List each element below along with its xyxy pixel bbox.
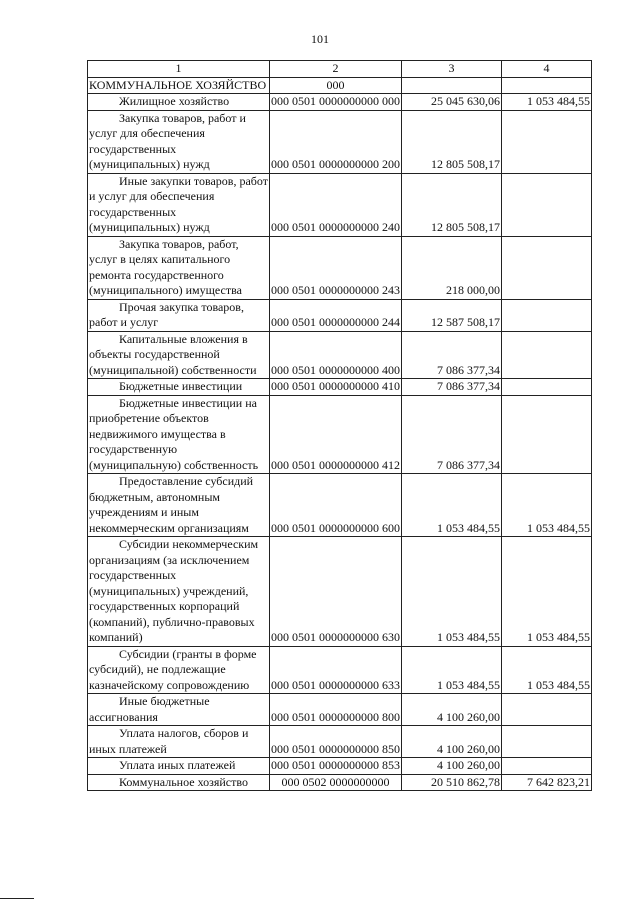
row-name-cell: Коммунальное хозяйство bbox=[88, 774, 270, 791]
table-header bbox=[88, 61, 592, 78]
row-amount-col4-cell: 1 053 484,55 bbox=[502, 474, 592, 537]
header-row bbox=[88, 61, 592, 78]
row-name-cell: Уплата налогов, сборов и иных платежей bbox=[88, 726, 270, 758]
row-amount-cell: 7 086 377,34 bbox=[402, 395, 502, 474]
footer-rule bbox=[0, 898, 34, 899]
row-amount-col4-cell bbox=[502, 694, 592, 726]
row-amount-cell: 12 587 508,17 bbox=[402, 299, 502, 331]
table-row bbox=[88, 646, 592, 694]
row-amount-col4-cell: 1 053 484,55 bbox=[502, 537, 592, 647]
row-amount-cell: 7 086 377,34 bbox=[402, 379, 502, 396]
row-amount-cell: 7 086 377,34 bbox=[402, 331, 502, 379]
row-amount-cell: 25 045 630,06 bbox=[402, 94, 502, 111]
row-code-cell: 000 0501 0000000000 633 bbox=[270, 646, 402, 694]
row-name-cell: Иные закупки товаров, работ и услуг для обеспечения государственных (муниципальных) нужд bbox=[89, 173, 268, 234]
table-row bbox=[88, 173, 592, 236]
row-amount-col4-cell bbox=[502, 758, 592, 775]
table-row bbox=[88, 537, 592, 647]
row-amount-cell bbox=[402, 77, 502, 94]
table-row bbox=[88, 726, 592, 758]
row-amount-col4-cell bbox=[502, 236, 592, 299]
row-amount-cell: 1 053 484,55 bbox=[402, 537, 502, 647]
row-amount-cell: 12 805 508,17 bbox=[402, 173, 502, 236]
table-row bbox=[88, 236, 592, 299]
row-amount-col4-cell: 1 053 484,55 bbox=[502, 94, 592, 111]
table-row bbox=[88, 395, 592, 474]
row-amount-col4-cell bbox=[502, 726, 592, 758]
row-name-cell: КОММУНАЛЬНОЕ ХОЗЯЙСТВО bbox=[88, 77, 270, 94]
row-amount-col4-cell bbox=[502, 395, 592, 474]
row-name-cell: Бюджетные инвестиции bbox=[88, 379, 270, 396]
row-amount-cell: 4 100 260,00 bbox=[402, 726, 502, 758]
table-row bbox=[88, 77, 592, 94]
row-code-cell: 000 0501 0000000000 400 bbox=[270, 331, 402, 379]
row-name-cell: Закупка товаров, работ и услуг для обеспечения государственных (муниципальных) нужд bbox=[88, 110, 270, 173]
table-row bbox=[88, 474, 592, 537]
row-name-cell: Субсидии (гранты в форме субсидий), не подлежащие казначейскому сопровождению bbox=[88, 646, 270, 694]
table-row bbox=[88, 758, 592, 775]
table-body bbox=[88, 77, 592, 791]
row-code-cell: 000 0501 0000000000 243 bbox=[270, 236, 402, 299]
row-name-cell: Предоставление субсидий бюджетным, автономным учреждениям и иным некоммерческим организациям bbox=[88, 474, 270, 537]
row-code-cell: 000 bbox=[270, 77, 402, 94]
row-name-cell: Прочая закупка товаров, работ и услуг bbox=[88, 299, 270, 331]
row-code-cell: 000 0501 0000000000 853 bbox=[271, 758, 400, 772]
row-amount-col4-cell: 7 642 823,21 bbox=[502, 774, 592, 791]
row-amount-col4-cell bbox=[502, 379, 592, 396]
row-amount-col4-cell bbox=[502, 173, 592, 236]
column-header-2: 2 bbox=[270, 61, 402, 78]
row-amount-col4-cell bbox=[502, 77, 592, 94]
row-name-cell: Жилищное хозяйство bbox=[88, 94, 270, 111]
table-row bbox=[88, 379, 592, 396]
table-row bbox=[88, 774, 592, 791]
row-amount-cell: 1 053 484,55 bbox=[402, 646, 502, 694]
row-amount-cell: 4 100 260,00 bbox=[402, 694, 502, 726]
row-amount-col4-cell bbox=[502, 299, 592, 331]
row-name-cell: Субсидии некоммерческим организациям (за исключением государственных (муниципальных) учреждений, государственных корпораций (компаний), публично-правовых компаний) bbox=[88, 537, 270, 647]
row-amount-col4-cell: 1 053 484,55 bbox=[502, 646, 592, 694]
table-row bbox=[88, 299, 592, 331]
table-row bbox=[88, 694, 592, 726]
row-amount-cell: 218 000,00 bbox=[402, 236, 502, 299]
row-code-cell: 000 0501 0000000000 600 bbox=[270, 474, 402, 537]
row-code-cell: 000 0501 0000000000 850 bbox=[270, 726, 402, 758]
row-code-cell: 000 0502 0000000000 bbox=[270, 774, 402, 791]
row-amount-cell: 1 053 484,55 bbox=[402, 474, 502, 537]
table-row bbox=[88, 331, 592, 379]
row-name-cell: Иные бюджетные ассигнования bbox=[88, 694, 270, 726]
row-amount-col4-cell bbox=[502, 110, 592, 173]
row-amount-cell: 12 805 508,17 bbox=[402, 110, 502, 173]
column-header-3: 3 bbox=[402, 61, 502, 78]
table-row bbox=[88, 94, 592, 111]
page-number: 101 bbox=[311, 32, 329, 46]
column-header-4: 4 bbox=[502, 61, 592, 78]
row-name-cell: Закупка товаров, работ, услуг в целях капитального ремонта государственного (муниципального) имущества bbox=[88, 236, 270, 299]
row-code-cell: 000 0501 0000000000 244 bbox=[270, 299, 402, 331]
row-code-cell: 000 0501 0000000000 410 bbox=[271, 379, 400, 393]
table-row bbox=[88, 110, 592, 173]
row-name-cell: Уплата иных платежей bbox=[88, 758, 270, 775]
row-amount-cell: 4 100 260,00 bbox=[402, 758, 502, 775]
row-code-cell: 000 0501 0000000000 800 bbox=[270, 694, 402, 726]
column-header-1: 1 bbox=[88, 61, 270, 78]
row-code-cell: 000 0501 0000000000 000 bbox=[271, 94, 400, 108]
row-code-cell: 000 0501 0000000000 412 bbox=[270, 395, 402, 474]
row-name-cell: Бюджетные инвестиции на приобретение объектов недвижимого имущества в государственную (муниципальную) собственность bbox=[88, 395, 270, 474]
row-name-cell: Капитальные вложения в объекты государственной (муниципальной) собственности bbox=[88, 331, 270, 379]
row-code-cell: 000 0501 0000000000 240 bbox=[270, 173, 402, 236]
row-code-cell: 000 0501 0000000000 630 bbox=[270, 537, 402, 647]
row-amount-cell: 20 510 862,78 bbox=[402, 774, 502, 791]
budget-table bbox=[87, 60, 592, 791]
row-code-cell: 000 0501 0000000000 200 bbox=[270, 110, 402, 173]
row-amount-col4-cell bbox=[502, 331, 592, 379]
